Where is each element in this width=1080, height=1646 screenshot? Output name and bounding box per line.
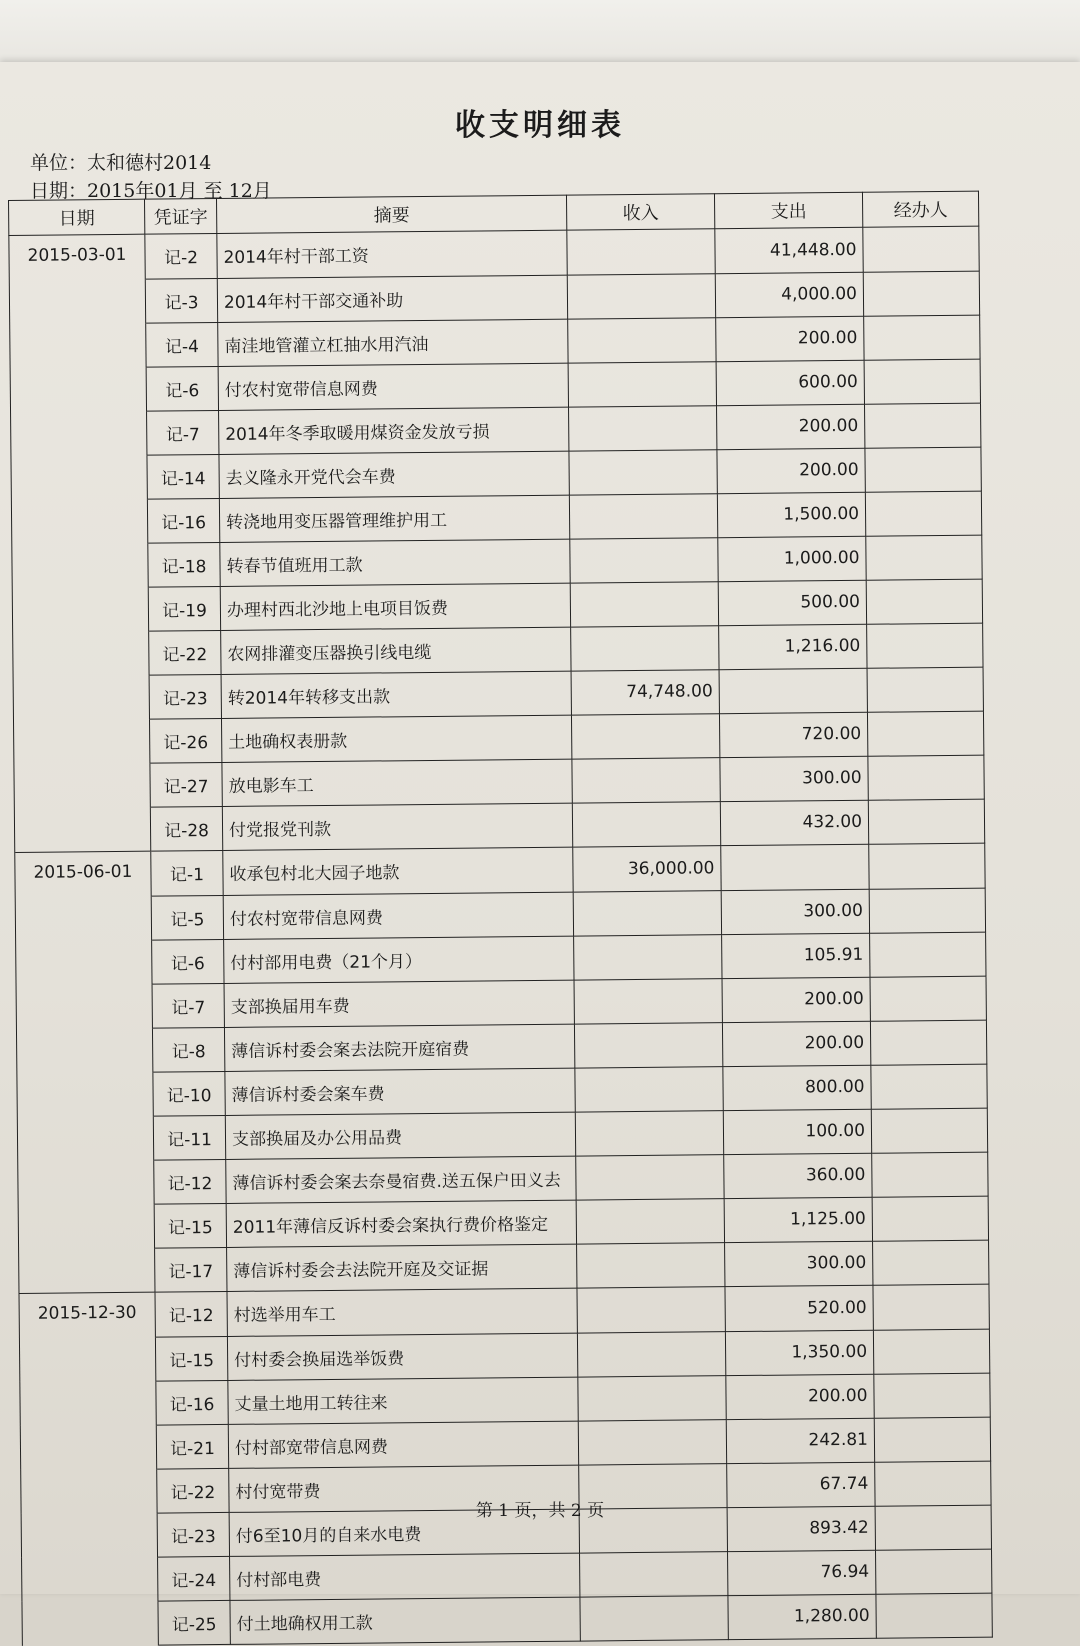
expense-amount: 105.91 — [722, 933, 870, 978]
handler-cell — [870, 932, 986, 977]
expense-amount: 1,280.00 — [728, 1594, 876, 1639]
voucher-number: 记-25 — [158, 1600, 230, 1645]
expense-amount: 41,448.00 — [715, 227, 863, 273]
expense-amount: 300.00 — [720, 756, 868, 801]
expense-amount: 76.94 — [728, 1550, 876, 1595]
handler-cell — [871, 1108, 987, 1153]
ledger-table — [8, 191, 993, 1646]
entry-date — [12, 543, 148, 588]
entry-date — [20, 1381, 156, 1426]
handler-cell — [866, 579, 982, 624]
expense-amount: 520.00 — [725, 1285, 873, 1331]
entry-summary: 农网排灌变压器换引线电缆 — [221, 627, 571, 674]
voucher-number: 记-7 — [152, 983, 224, 1028]
entry-date: 2015-03-01 — [9, 234, 145, 280]
handler-cell — [871, 1064, 987, 1109]
entry-date — [17, 1116, 153, 1161]
entry-date — [17, 1072, 153, 1117]
entry-summary: 付村部宽带信息网费 — [228, 1421, 578, 1468]
entry-date — [14, 807, 150, 853]
expense-amount: 1,216.00 — [719, 624, 867, 669]
entry-summary: 薄信诉村委会案去法院开庭宿费 — [224, 1024, 574, 1071]
voucher-number: 记-6 — [146, 366, 218, 411]
entry-summary: 付农村宽带信息网费 — [218, 363, 568, 410]
expense-amount: 67.74 — [727, 1462, 875, 1507]
handler-cell — [867, 667, 983, 712]
expense-amount: 300.00 — [721, 889, 869, 934]
entry-summary: 付村部用电费（21个月） — [224, 936, 574, 983]
handler-cell — [873, 1284, 989, 1330]
date-range-label: 日期：2015年01月 至 12月 — [30, 180, 272, 202]
expense-amount: 1,000.00 — [718, 536, 866, 581]
voucher-number: 记-21 — [156, 1424, 228, 1469]
voucher-number: 记-24 — [158, 1556, 230, 1601]
handler-cell — [876, 1593, 992, 1638]
handler-cell — [874, 1373, 990, 1418]
voucher-number: 记-14 — [147, 454, 219, 499]
voucher-number: 记-8 — [152, 1027, 224, 1072]
income-amount — [574, 1022, 722, 1067]
voucher-number: 记-27 — [150, 762, 222, 807]
entry-summary: 村选举用车工 — [227, 1288, 577, 1336]
income-amount — [568, 361, 716, 406]
entry-summary: 付土地确权用工款 — [230, 1597, 580, 1644]
voucher-number: 记-22 — [149, 630, 221, 675]
income-amount — [577, 1287, 725, 1333]
entry-summary: 付6至10月的自来水电费 — [229, 1509, 579, 1556]
entry-summary: 薄信诉村委会案车费 — [225, 1068, 575, 1115]
voucher-number: 记-22 — [157, 1468, 229, 1513]
income-amount: 36,000.00 — [573, 846, 721, 892]
entry-summary: 土地确权表册款 — [221, 715, 571, 762]
expense-amount: 100.00 — [723, 1109, 871, 1154]
expense-amount: 500.00 — [718, 580, 866, 625]
income-amount — [576, 1154, 724, 1199]
ledger-body — [9, 226, 992, 1646]
income-amount — [571, 713, 719, 758]
income-amount — [577, 1242, 725, 1288]
expense-amount: 200.00 — [717, 448, 865, 493]
voucher-number: 记-12 — [154, 1159, 226, 1204]
handler-cell — [872, 1196, 988, 1241]
entry-date — [18, 1204, 154, 1249]
handler-cell — [867, 711, 983, 756]
expense-amount: 1,500.00 — [717, 492, 865, 537]
entry-summary: 丈量土地用工转往来 — [228, 1377, 578, 1424]
income-amount — [567, 273, 715, 318]
handler-cell — [873, 1240, 989, 1286]
entry-summary: 支部换届用车费 — [224, 980, 574, 1027]
voucher-number: 记-12 — [155, 1291, 227, 1336]
entry-date: 2015-06-01 — [15, 851, 151, 897]
voucher-number: 记-17 — [155, 1247, 227, 1292]
entry-date — [13, 631, 149, 676]
entry-date — [16, 984, 152, 1029]
income-amount — [573, 890, 721, 935]
voucher-number: 记-5 — [151, 895, 223, 940]
expense-amount: 4,000.00 — [715, 272, 863, 317]
voucher-number: 记-19 — [148, 586, 220, 631]
entry-date — [15, 896, 151, 941]
header-expense: 支出 — [714, 192, 862, 228]
income-amount — [569, 449, 717, 494]
expense-amount: 200.00 — [722, 977, 870, 1022]
entry-summary: 支部换届及办公用品费 — [225, 1112, 575, 1159]
income-amount — [580, 1595, 728, 1640]
entry-date — [22, 1601, 158, 1646]
entry-date — [12, 587, 148, 632]
entry-summary: 2014年村干部交通补助 — [217, 275, 567, 322]
handler-cell — [873, 1329, 989, 1374]
expense-amount: 1,350.00 — [725, 1330, 873, 1375]
income-amount — [577, 1331, 725, 1376]
voucher-number: 记-18 — [148, 542, 220, 587]
entry-summary: 付党报党刊款 — [222, 803, 572, 851]
entry-summary: 放电影车工 — [222, 759, 572, 806]
handler-cell — [872, 1152, 988, 1197]
voucher-number: 记-23 — [157, 1512, 229, 1557]
income-amount — [569, 405, 717, 450]
header-income: 收入 — [566, 194, 714, 230]
header-voucher: 凭证字 — [144, 198, 216, 234]
voucher-number: 记-28 — [150, 806, 222, 851]
income-amount — [576, 1198, 724, 1243]
voucher-number: 记-3 — [145, 278, 217, 323]
page-title: 收支明细表 — [455, 108, 625, 143]
expense-amount: 200.00 — [717, 404, 865, 449]
voucher-number: 记-23 — [149, 674, 221, 719]
entry-date — [10, 323, 146, 368]
income-amount — [572, 757, 720, 802]
handler-cell — [870, 976, 986, 1021]
entry-date — [20, 1425, 156, 1470]
handler-cell — [870, 1020, 986, 1065]
entry-date: 2015-12-30 — [19, 1292, 155, 1338]
entry-summary: 薄信诉村委会案去奈曼宿费.送五保户田义去 — [226, 1156, 576, 1203]
expense-amount: 432.00 — [720, 800, 868, 846]
voucher-number: 记-10 — [153, 1071, 225, 1116]
handler-cell — [867, 623, 983, 668]
handler-cell — [875, 1549, 991, 1594]
income-amount: 74,748.00 — [571, 669, 719, 714]
ledger-page — [0, 62, 1080, 1635]
income-amount — [575, 1110, 723, 1155]
entry-summary: 付农村宽带信息网费 — [223, 892, 573, 939]
entry-date — [11, 499, 147, 544]
entry-summary: 薄信诉村委会去法院开庭及交证据 — [227, 1244, 577, 1292]
entry-date — [16, 1028, 152, 1073]
voucher-number: 记-1 — [151, 850, 223, 895]
income-amount — [567, 229, 715, 275]
entry-date — [11, 455, 147, 500]
unit-label: 单位：太和德村2014 — [30, 152, 212, 174]
income-amount — [568, 317, 716, 362]
expense-amount: 242.81 — [726, 1418, 874, 1463]
entry-date — [18, 1160, 154, 1205]
handler-cell — [863, 271, 979, 316]
entry-date — [13, 719, 149, 764]
entry-summary: 去义隆永开党代会车费 — [219, 451, 569, 498]
voucher-number: 记-6 — [152, 939, 224, 984]
entry-summary: 转2014年转移支出款 — [221, 671, 571, 718]
income-amount — [574, 978, 722, 1023]
handler-cell — [865, 447, 981, 492]
page-footer: 第 1 页，共 2 页 — [475, 1501, 605, 1521]
expense-amount: 600.00 — [716, 360, 864, 405]
entry-date — [11, 411, 147, 456]
entry-summary: 付村委会换届选举饭费 — [227, 1333, 577, 1380]
expense-amount — [721, 844, 869, 890]
expense-amount: 800.00 — [723, 1065, 871, 1110]
header-summary: 摘要 — [216, 195, 566, 233]
entry-summary: 村付宽带费 — [229, 1465, 579, 1512]
entry-date — [13, 675, 149, 720]
handler-cell — [874, 1417, 990, 1462]
entry-date — [9, 279, 145, 324]
voucher-number: 记-7 — [147, 410, 219, 455]
voucher-number: 记-4 — [146, 322, 218, 367]
income-amount — [572, 801, 720, 847]
handler-cell — [866, 535, 982, 580]
entry-summary: 收承包村北大园子地款 — [223, 847, 573, 895]
voucher-number: 记-16 — [147, 498, 219, 543]
entry-date — [10, 367, 146, 412]
entry-date — [22, 1557, 158, 1602]
handler-cell — [868, 799, 984, 845]
header-handler: 经办人 — [862, 191, 978, 227]
income-amount — [578, 1375, 726, 1420]
voucher-number: 记-2 — [145, 233, 217, 278]
expense-amount — [719, 668, 867, 713]
handler-cell — [864, 403, 980, 448]
handler-cell — [868, 755, 984, 800]
expense-amount: 893.42 — [727, 1506, 875, 1551]
handler-cell — [864, 359, 980, 404]
expense-amount: 300.00 — [725, 1241, 873, 1287]
expense-amount: 200.00 — [726, 1374, 874, 1419]
entry-date — [19, 1248, 155, 1294]
voucher-number: 记-26 — [149, 718, 221, 763]
entry-date — [16, 940, 152, 985]
handler-cell — [865, 491, 981, 536]
income-amount — [570, 537, 718, 582]
header-date: 日期 — [9, 199, 145, 235]
expense-amount: 200.00 — [722, 1021, 870, 1066]
entry-summary: 转浇地用变压器管理维护用工 — [219, 495, 569, 542]
entry-summary: 2014年冬季取暖用煤资金发放亏损 — [219, 407, 569, 454]
expense-amount: 360.00 — [724, 1153, 872, 1198]
handler-cell — [869, 888, 985, 933]
expense-amount: 1,125.00 — [724, 1197, 872, 1242]
entry-summary: 办理村西北沙地上电项目饭费 — [220, 583, 570, 630]
entry-summary: 2014年村干部工资 — [217, 230, 567, 278]
table-row — [22, 1593, 992, 1646]
entry-summary: 2011年薄信反诉村委会案执行费价格鉴定 — [226, 1200, 576, 1247]
handler-cell — [863, 226, 979, 272]
income-amount — [569, 493, 717, 538]
income-amount — [570, 581, 718, 626]
entry-summary: 南洼地管灌立杠抽水用汽油 — [218, 319, 568, 366]
voucher-number: 记-11 — [153, 1115, 225, 1160]
income-amount — [578, 1419, 726, 1464]
income-amount — [574, 934, 722, 979]
entry-date — [19, 1337, 155, 1382]
voucher-number: 记-15 — [154, 1203, 226, 1248]
entry-summary: 付村部电费 — [230, 1553, 580, 1600]
voucher-number: 记-15 — [155, 1336, 227, 1381]
handler-cell — [864, 315, 980, 360]
income-amount — [575, 1066, 723, 1111]
expense-amount: 200.00 — [716, 316, 864, 361]
entry-date — [14, 763, 150, 808]
income-amount — [571, 625, 719, 670]
expense-amount: 720.00 — [719, 712, 867, 757]
handler-cell — [869, 843, 985, 889]
income-amount — [580, 1551, 728, 1596]
voucher-number: 记-16 — [156, 1380, 228, 1425]
entry-summary: 转春节值班用工款 — [220, 539, 570, 586]
